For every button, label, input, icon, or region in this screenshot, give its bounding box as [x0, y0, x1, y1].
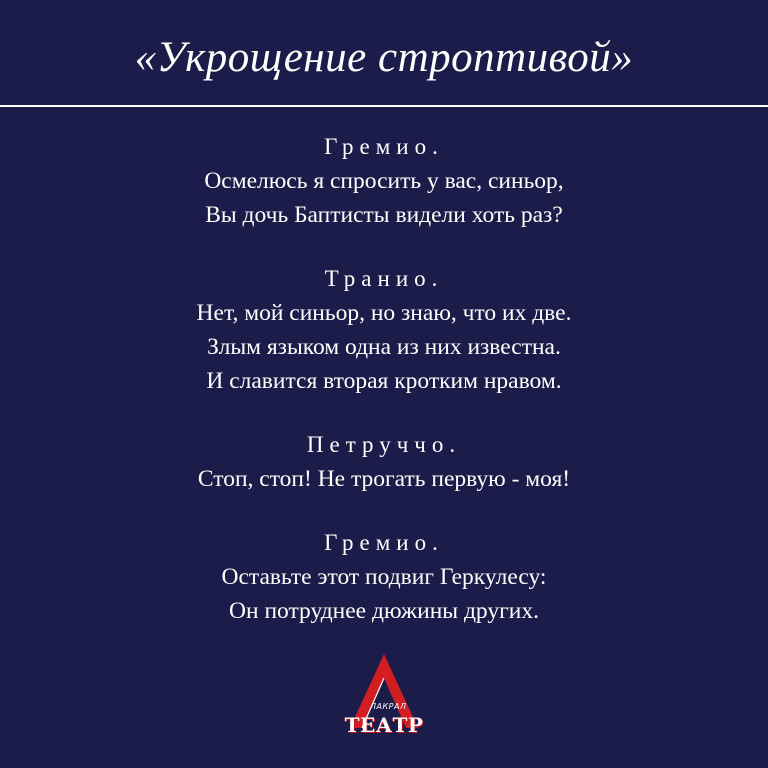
dialogue-block [0, 262, 768, 398]
speaker-name: Транио. [324, 266, 444, 291]
speaker-name: Петруччо. [306, 432, 462, 457]
dialogue-line: Стоп, стоп! Не трогать первую - моя! [197, 466, 571, 492]
dialogue-text [0, 130, 768, 658]
speaker-name: Гремио. [324, 134, 444, 159]
dialogue-line: Он потруднее дюжины других. [229, 598, 539, 624]
title-divider [0, 105, 768, 107]
dialogue-line: Вы дочь Баптисты видели хоть раз? [205, 202, 563, 228]
dialogue-block [0, 428, 768, 496]
theatre-logo [326, 650, 442, 750]
dialogue-block [0, 526, 768, 628]
dialogue-line: Злым языком одна из них известна. [207, 334, 561, 360]
dialogue-line: Нет, мой синьор, но знаю, что их две. [196, 300, 572, 326]
dialogue-line: Осмелюсь я спросить у вас, синьор, [204, 168, 564, 194]
dialogue-line: Оставьте этот подвиг Геркулесу: [221, 564, 547, 590]
dialogue-line: И славится вторая кротким нравом. [206, 368, 562, 394]
speaker-name: Гремио. [324, 530, 444, 555]
dialogue-block [0, 130, 768, 232]
page-title: «Укрощение строптивой» [134, 34, 634, 81]
logo-main-text: ТЕАТР [344, 713, 424, 737]
logo-small-text: ЛАКРАЛ [370, 702, 407, 711]
